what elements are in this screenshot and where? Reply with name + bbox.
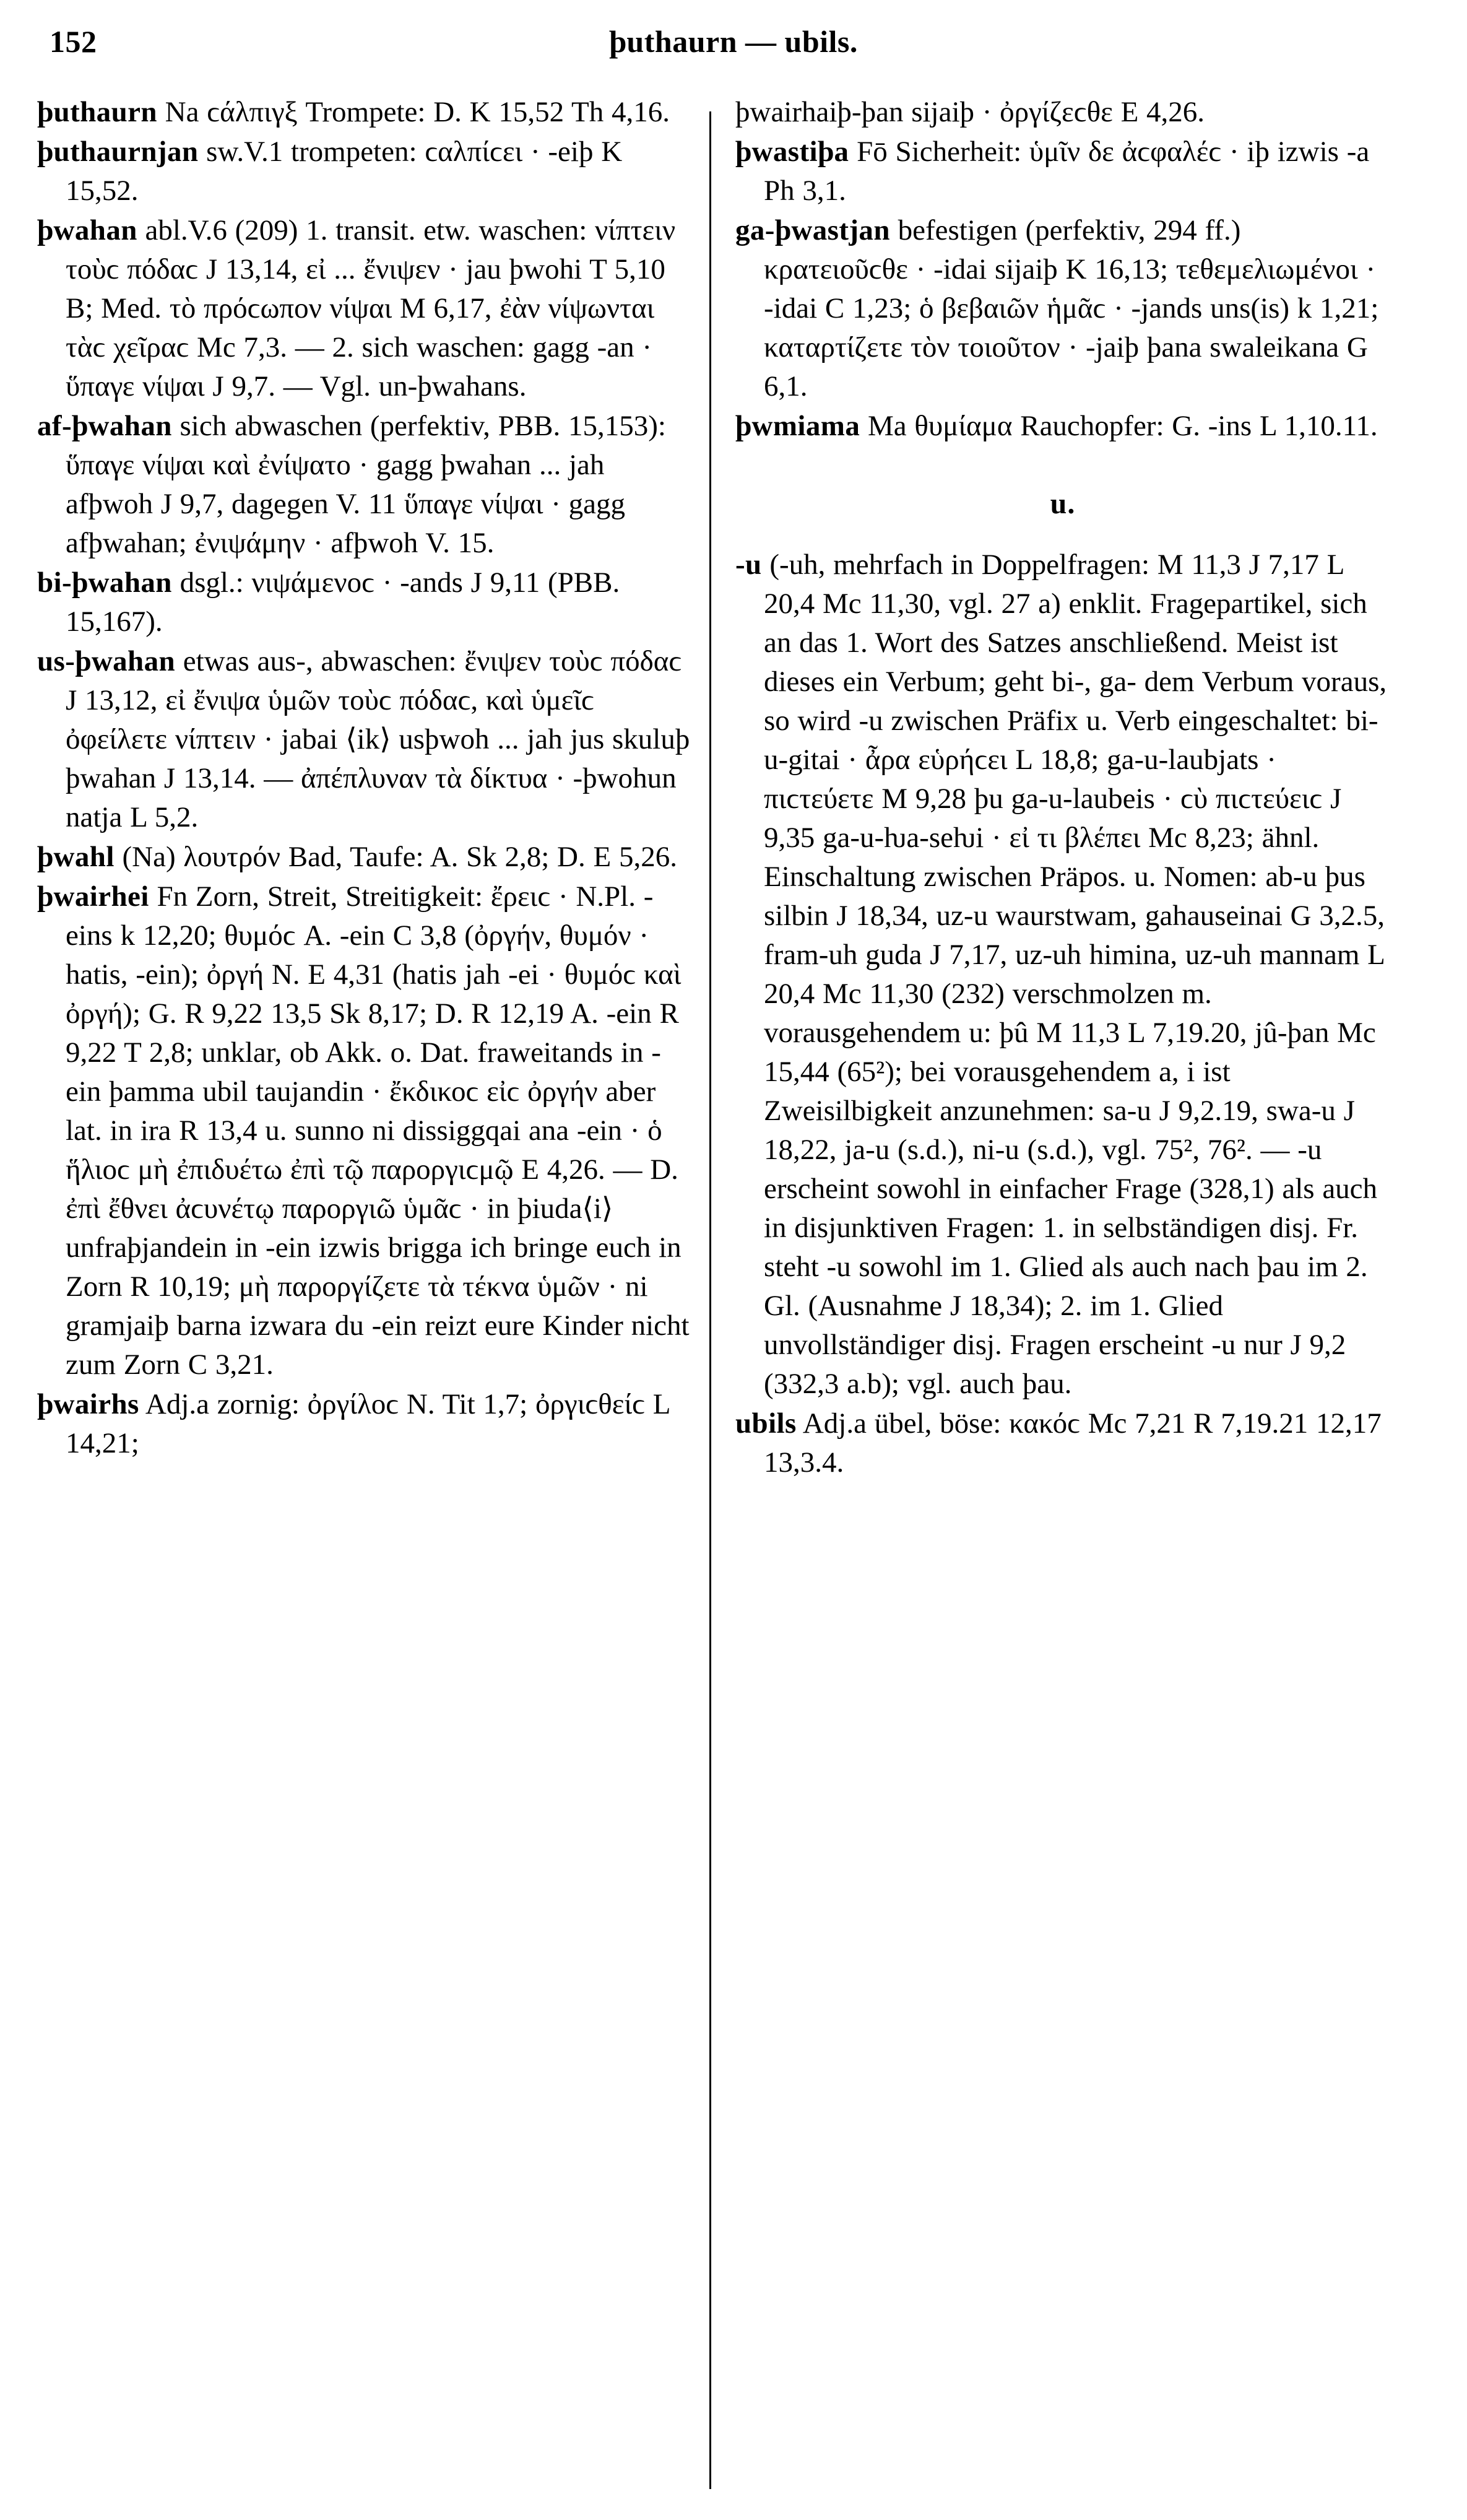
entry-body: Fn Zorn, Streit, Streitigkeit: ἔρειϲ · N.Pl. -eins k 12,20; θυμόϲ A. -ein C 3,8 (ὀργήν, θυμόν · hatis, -ein); ὀργή N. E 4,31 (hatis jah -ei · θυμόϲ καὶ ὀργή); G. R 9,22 13,5 Sk 8,17; D. R 12,19 A. -ein R 9,22 T 2,8; unklar, ob Akk. o. Dat. fraweitands in -ein þamma ubil taujandin · ἔκδικοϲ εἰϲ ὀργήν aber lat. in ira R 13,4 u. sunno ni dissiggqai ana -ein · ὁ ἥλιοϲ μὴ ἐπιδυέτω ἐπὶ τῷ παροργιϲμῷ E 4,26. — D. ἐπὶ ἔθνει ἀϲυνέτῳ παροργιῶ ὑμᾶϲ · in þiuda⟨i⟩ unfraþjandein in -ein izwis brigga ich bringe euch in Zorn R 10,19; μὴ παροργίζετε τὰ τέκνα ὑμῶν · ni gramjaiþ barna izwara du -ein reizt eure Kinder nicht zum Zorn C 3,21. <box>66 880 690 1381</box>
headword: af-þwahan <box>37 410 172 442</box>
dictionary-entry <box>37 407 692 563</box>
headword: þwahl <box>37 841 115 873</box>
columns-container <box>37 93 1430 2495</box>
dictionary-entry <box>37 1385 692 1463</box>
dictionary-entry <box>37 838 692 877</box>
entry-body: (Na) λουτρόν Bad, Taufe: A. Sk 2,8; D. E 5,26. <box>114 841 677 873</box>
entry-body: (-uh, mehrfach in Doppelfragen: M 11,3 J 7,17 L 20,4 Mc 11,30, vgl. 27 a) enklit. Fragepartikel, sich an das 1. Wort des Satzes anschließend. Meist ist dieses ein Verbum; geht bi-, ga- dem Verbum voraus, so wird -u zwischen Präfix u. Verb eingeschaltet: bi-u-gitai · ἆρα εὑρήϲει L 18,8; ga-u-laubjats · πιϲτεύετε M 9,28 þu ga-u-laubeis · ϲὺ πιϲτεύειϲ J 9,35 ga-u-ƕa-seƕi · εἰ τι βλέπει Mc 8,23; ähnl. Einschaltung zwischen Präpos. u. Nomen: ab-u þus silbin J 18,34, uz-u waurstwam, gahauseinai G 3,2.5, fram-uh guda J 7,17, uz-uh himina, uz-uh mannam L 20,4 Mc 11,30 (232) verschmolzen m. vorausgehendem u: þû M 11,3 L 7,19.20, jû-þan Mc 15,44 (65²); bei vorausgehendem a, i ist Zweisilbigkeit anzunehmen: sa-u J 9,2.19, swa-u J 18,22, ja-u (s.d.), ni-u (s.d.), vgl. 75², 76². — -u erscheint sowohl in einfacher Frage (328,1) als auch in disjunktiven Fragen: 1. in selbständigen disj. Fr. steht -u sowohl im 1. Glied als auch nach þau im 2. Gl. (Ausnahme J 18,34); 2. im 1. Glied unvollständiger disj. Fragen erscheint -u nur J 9,2 (332,3 a.b); vgl. auch þau. <box>761 549 1387 1400</box>
dictionary-entry <box>37 93 692 132</box>
column-divider-rule <box>709 111 711 2489</box>
entry-body: sw.V.1 trompeten: ϲαλπίϲει · -eiþ K 15,52. <box>66 136 623 207</box>
entry-body: sich abwaschen (perfektiv, PBB. 15,153): ὕπαγε νίψαι καὶ ἐνίψατο · gagg þwahan ... jah afþwoh J 9,7, dagegen V. 11 ὕπαγε νίψαι · gagg afþwahan; ἐνιψάμην · afþwoh V. 15. <box>66 410 666 559</box>
dictionary-entry <box>735 1404 1390 1482</box>
letter-section-heading: u. <box>1050 487 1076 520</box>
entry-body: Adj.a zornig: ὀργίλοϲ N. Tit 1,7; ὀργιϲθείϲ L 14,21; <box>66 1388 670 1459</box>
entry-body: þwairhaiþ-þan sijaiþ · ὀργίζεϲθε E 4,26. <box>735 96 1205 128</box>
dictionary-entry <box>37 642 692 837</box>
dictionary-entry <box>735 133 1390 211</box>
headword: ga-þwastjan <box>735 214 890 246</box>
dictionary-entry <box>37 877 692 1384</box>
entry-body: Ma θυμίαμα Rauchopfer: G. -ins L 1,10.11. <box>860 410 1378 442</box>
headword: þwairhs <box>37 1388 139 1420</box>
right-column <box>735 93 1390 2495</box>
running-head-words: þuthaurn — ubils. <box>609 24 858 59</box>
running-head <box>37 24 1430 67</box>
headword: þwastiþa <box>735 136 849 168</box>
entry-body: Fō Sicherheit: ὑμῖν δε ἀϲφαλέϲ · iþ izwis -a Ph 3,1. <box>764 136 1370 207</box>
headword: þwmiama <box>735 410 860 442</box>
left-column <box>37 93 692 2495</box>
headword: -u <box>735 549 762 581</box>
dictionary-entry <box>37 563 692 641</box>
headword: þwairhei <box>37 880 149 913</box>
headword: ubils <box>735 1407 797 1440</box>
page-number: 152 <box>50 24 97 59</box>
headword: þuthaurn <box>37 96 157 128</box>
entry-body: dsgl.: νιψάμενοϲ · -ands J 9,11 (PBB. 15,167). <box>66 567 620 638</box>
headword: þwahan <box>37 214 137 246</box>
dictionary-entry <box>735 407 1390 446</box>
dictionary-entry <box>735 545 1390 1404</box>
entry-body: abl.V.6 (209) 1. transit. etw. waschen: νίπτειν τοὺϲ πόδαϲ J 13,14, εἰ ... ἔνιψεν · jau þwohi T 5,10 B; Med. τὸ πρόϲωπον νίψαι M 6,17, ἐὰν νίψωνται τὰϲ χεῖραϲ Mc 7,3. — 2. sich waschen: gagg -an · ὕπαγε νίψαι J 9,7. — Vgl. un-þwahans. <box>66 214 676 402</box>
entry-body: Na ϲάλπιγξ Trompete: D. K 15,52 Th 4,16. <box>157 96 670 128</box>
headword: bi-þwahan <box>37 567 172 599</box>
entry-body: Adj.a übel, böse: κακόϲ Mc 7,21 R 7,19.21 12,17 13,3.4. <box>764 1407 1382 1479</box>
entry-body: befestigen (perfektiv, 294 ff.) κρατειοῦϲθε · -idai sijaiþ K 16,13; τεθεμελιωμένοι · -idai C 1,23; ὁ βεβαιῶν ἡμᾶϲ · -jands uns(is) k 1,21; καταρτίζετε τὸν τοιοῦτον · -jaiþ þana swaleikana G 6,1. <box>764 214 1379 402</box>
dictionary-entry-continuation <box>735 93 1390 132</box>
headword: us-þwahan <box>37 645 176 677</box>
entry-body: etwas aus-, abwaschen: ἔνιψεν τοὺϲ πόδαϲ J 13,12, εἰ ἔνιψα ὑμῶν τοὺϲ πόδαϲ, καὶ ὑμεῖϲ ὀφείλετε νίπτειν · jabai ⟨ik⟩ usþwoh ... jah jus skuluþ þwahan J 13,14. — ἀπέπλυναν τὰ δίκτυα · -þwohun natja L 5,2. <box>66 645 690 833</box>
dictionary-entry <box>735 211 1390 406</box>
dictionary-entry <box>37 133 692 211</box>
dictionary-entry <box>37 211 692 406</box>
headword: þuthaurnjan <box>37 136 199 168</box>
